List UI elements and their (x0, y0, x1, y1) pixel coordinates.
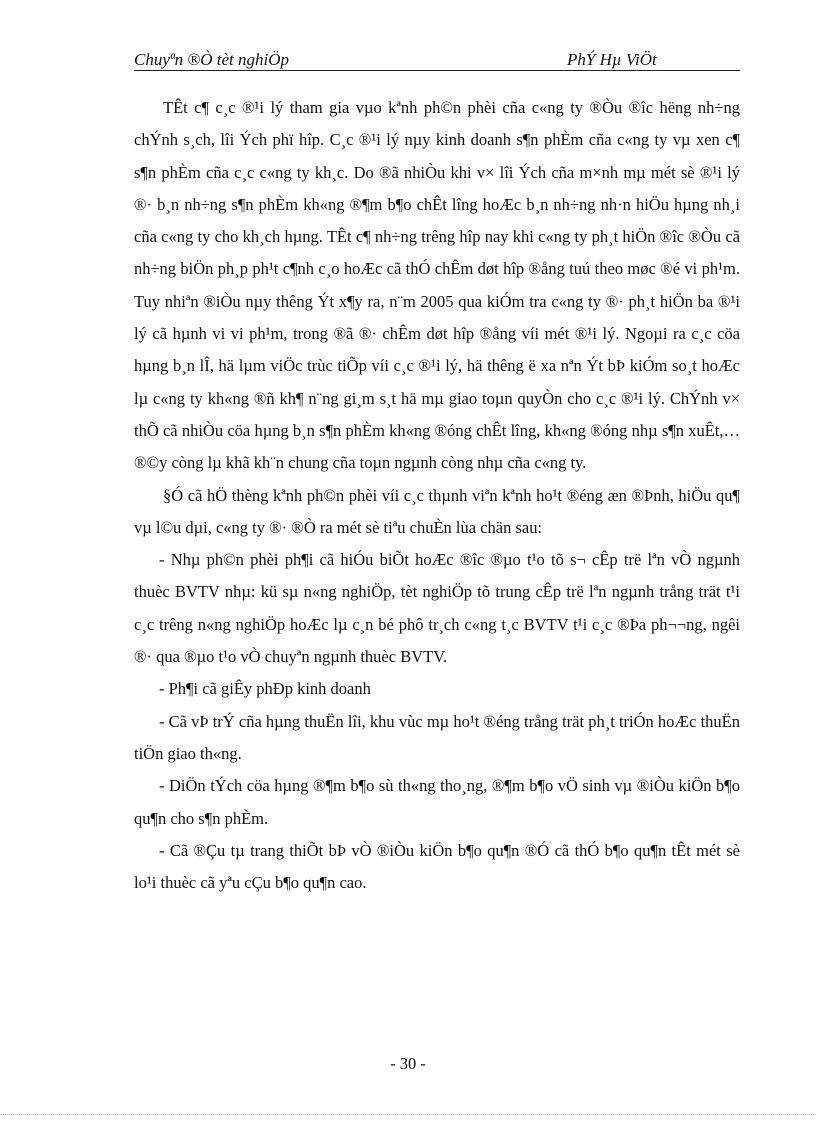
criteria-item-license: - Ph¶i cã giÊy phÐp kinh doanh (159, 679, 371, 699)
page-number: - 30 - (390, 1054, 426, 1073)
page-bottom-divider (0, 1114, 816, 1115)
header-author-name: PhÝ Hµ ViÖt (567, 50, 657, 69)
paragraph-agent-policy: TÊt c¶ c¸c ®¹i lý tham gia vµo kªnh ph©n phèi cña c«ng ty ®Òu ®îc hëng nh÷ng chÝnh s¸ch, lîi Ých phï hîp. C¸c ®¹i lý nµy kinh doanh s¶n phÈm cña c«ng ty vµ xen c¶ s¶n phÈm cña c¸c c«ng ty kh¸c. Do ®ã nhiÒu khi v× lîi Ých cña m×nh mµ mét sè ®¹i lý ®· b¸n nh÷ng s¶n phÈm kh«ng ®¶m b¶o chÊt lîng hoÆc b¸n nh÷ng nh·n hiÖu hµng nh¸i cña c«ng ty cho kh¸ch hµng. TÊt c¶ nh÷ng trêng hîp nay khi c«ng ty ph¸t hiÖn ®îc ®Òu cã nh÷ng biÖn ph¸p ph¹t c¶nh c¸o hoÆc cã thÓ chÊm døt hîp ®ång tuú theo møc ®é vi ph¹m. Tuy nhiªn ®iÒu nµy thêng Ýt x¶y ra, n¨m 2005 qua kiÓm tra c«ng ty ®· ph¸t hiÖn ba ®¹i lý cã hµnh vi vi ph¹m, trong ®ã ®· chÊm døt hîp ®ång víi mét ®¹i lý. Ngoµi ra c¸c cöa hµng b¸n lÎ, hä lµm viÖc trùc tiÕp víi c¸c ®¹i lý, hä thêng ë xa nªn Ýt bÞ kiÓm so¸t hoÆc lµ c«ng ty kh«ng ®ñ kh¶ n¨ng gi¸m s¸t hä mµ giao toµn quyÒn cho c¸c ®¹i lý. ChÝnh v× thÕ cã nhiÒu cöa hµng b¸n s¶n phÈm kh«ng ®óng chÊt lîng, kh«ng ®óng nhµ s¶n xuÊt,…®©y còng lµ khã kh¨n chung cña toµn ngµnh còng nhµ cña c«ng ty. (134, 98, 740, 473)
criteria-item-location: - Cã vÞ trÝ cña hµng thuËn lîi, khu vùc mµ ho¹t ®éng trång trät ph¸t triÓn hoÆc thuËn tiÖn giao th«ng. (134, 711, 740, 763)
criteria-item-training: - Nhµ ph©n phèi ph¶i cã hiÓu biÕt hoÆc ®îc ®µo t¹o tõ s¬ cÊp trë lªn vÒ ngµnh thuèc BVTV nhµ: kü sµ n«ng nghiÖp, tèt nghiÖp tõ trung cÊp trë lªn ngµnh trång trät t¹i c¸c trêng n«ng nghiÖp hoÆc lµ c¸n bé phô tr¸ch c«ng t¸c BVTV t¹i c¸c ®Þa ph¬¬ng, ngêi ®· qua ®µo t¹o vÒ chuyªn ngµnh thuèc BVTV. (134, 550, 740, 667)
criteria-item-storage-equipment: - Cã ®Çu tµ trang thiÕt bÞ vÒ ®iÒu kiÖn b¶o qu¶n ®Ó cã thÓ b¶o qu¶n tÊt mét sè lo¹i thuèc cã yªu cÇu b¶o qu¶n cao. (134, 840, 740, 893)
criteria-item-store-area: - DiÖn tÝch cöa hµng ®¶m b¶o sù th«ng tho¸ng, ®¶m b¶o vÖ sinh vµ ®iÒu kiÖn b¶o qu¶n cho s¶n phÈm. (134, 776, 740, 828)
header-document-title: Chuyªn ®Ò tèt nghiÖp (134, 50, 290, 69)
document-body (134, 92, 740, 899)
paragraph-selection-criteria-intro: §Ó cã hÖ thèng kªnh ph©n phèi víi c¸c thµnh viªn kªnh ho¹t ®éng æn ®Þnh, hiÖu qu¶ vµ l©u dµi, c«ng ty ®· ®Ò ra mét sè tiªu chuÈn lùa chän sau: (134, 485, 740, 537)
page-header (134, 48, 740, 71)
